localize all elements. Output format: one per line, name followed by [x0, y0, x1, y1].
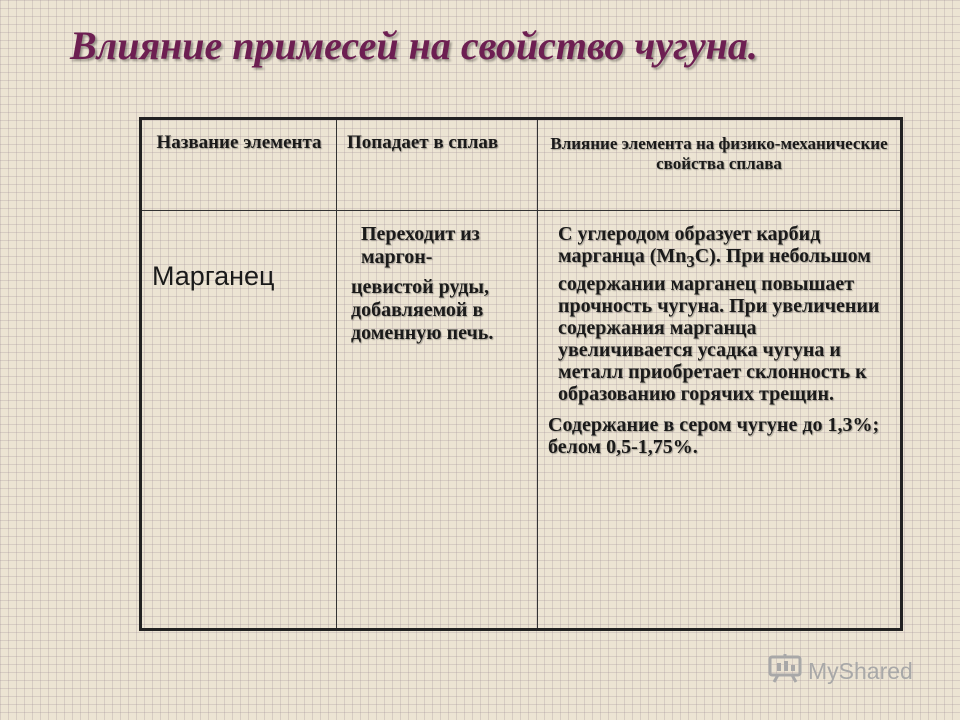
gets-into-cell: [337, 211, 538, 630]
effect-text-part2: С). При небольшом содержании марганец повышает прочность чугуна. При увеличении содержания марганца увеличивается усадка чугуна и металл приобретает склонность к образованию горячих трещин.: [558, 245, 880, 405]
watermark-text: MyShared: [808, 657, 913, 684]
header-element-name: Название элемента: [141, 119, 337, 211]
content-text: Содержание в сером чугуне до 1,3%; белом 0,5-1,75%.: [548, 414, 880, 458]
watermark-logo: [768, 654, 913, 688]
gets-into-line1: Переходит из маргон-: [361, 223, 480, 268]
table-row: [141, 211, 902, 630]
presentation-icon: [768, 653, 802, 689]
effect-text-part1: С углеродом образует карбид марганца (Mn: [558, 223, 821, 267]
element-name-cell: Марганец: [141, 211, 337, 630]
header-gets-into: Попадает в сплав: [337, 119, 538, 211]
slide-title: Влияние примесей на свойство чугуна.: [70, 23, 758, 68]
table-header-row: [141, 119, 902, 211]
gets-into-line2: цевистой руды, добавляемой в доменную печь.: [351, 276, 494, 344]
header-effect: Влияние элемента на физико-механические свойства сплава: [538, 119, 902, 211]
effect-cell: [538, 211, 902, 630]
effect-text: [548, 223, 894, 405]
impurity-table: [139, 117, 903, 631]
effect-subscript: 3: [686, 252, 695, 271]
